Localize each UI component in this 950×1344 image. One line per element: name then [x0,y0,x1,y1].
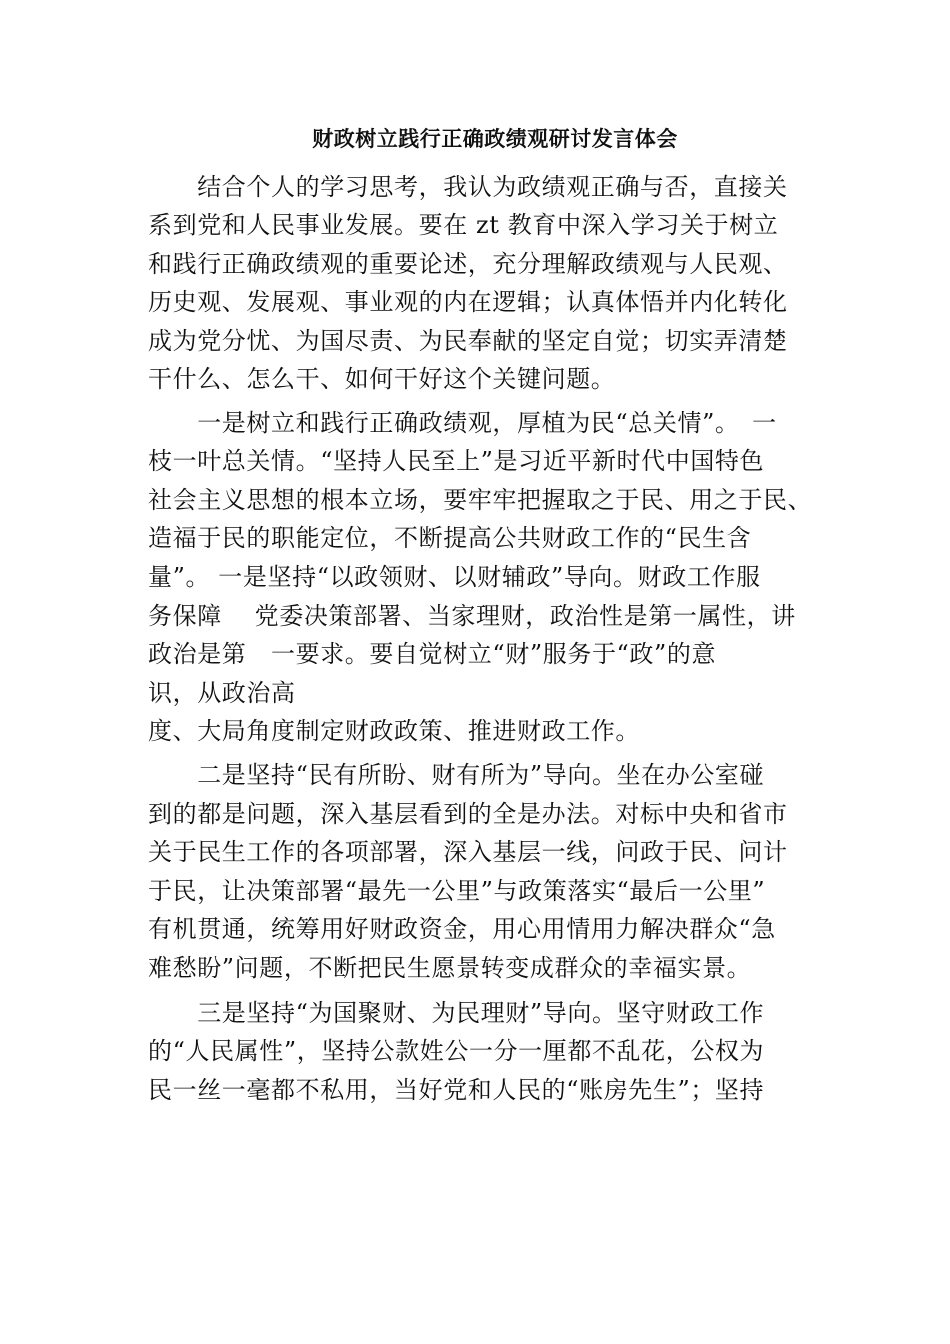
document-title: 财政树立践行正确政绩观研讨发言体会 [312,126,678,151]
paragraph-line: 度、大局角度制定财政政策、推进财政工作。 [148,717,640,745]
paragraph-line: 干什么、怎么干、如何干好这个关键问题。 [148,365,616,393]
paragraph-line: 难愁盼”问题，不断把民生愿景转变成群众的幸福实景。 [148,954,752,982]
paragraph-line: 三是坚持“为国聚财、为民理财”导向。坚守财政工作 [148,999,765,1027]
paragraph-line: 造福于民的职能定位，不断提高公共财政工作的“民生含 [148,524,752,552]
paragraph-line: 量”。 一是坚持“以政领财、以财辅政”导向。财政工作服 [148,563,761,591]
paragraph-line: 的“人民属性”，坚持公款姓公一分一厘都不乱花，公权为 [148,1037,765,1065]
paragraph-line: 关于民生工作的各项部署，深入基层一线，问政于民、问计 [148,838,788,866]
paragraph-line: 务保障 党委决策部署、当家理财，政治性是第一属性，讲 [148,602,796,630]
paragraph-line: 社会主义思想的根本立场，要牢牢把握取之于民、用之于民、 [148,486,813,514]
paragraph-line: 政治是第 一要求。要自觉树立“财”服务于“政”的意 [148,640,717,668]
paragraph-line: 有机贯通，统筹用好财政资金，用心用情用力解决群众“急 [148,915,776,943]
paragraph-line: 枝一叶总关情。“坚持人民至上”是习近平新时代中国特色 [148,447,765,475]
paragraph-line: 识，从政治高 [148,679,296,707]
paragraph-line: 历史观、发展观、事业观的内在逻辑；认真体悟并内化转化 [148,288,788,316]
paragraph-line: 成为党分忧、为国尽责、为民奉献的坚定自觉；切实弄清楚 [148,327,788,355]
paragraph-line: 系到党和人民事业发展。要在 zt 教育中深入学习关于树立 [148,211,779,239]
paragraph-line: 民一丝一毫都不私用，当好党和人民的“账房先生”；坚持 [148,1076,765,1104]
paragraph-line: 和践行正确政绩观的重要论述，充分理解政绩观与人民观、 [148,250,788,278]
paragraph-line: 到的都是问题，深入基层看到的全是办法。对标中央和省市 [148,800,788,828]
paragraph-line: 一是树立和践行正确政绩观，厚植为民“总关情”。 一 [148,409,777,437]
paragraph-line: 二是坚持“民有所盼、财有所为”导向。坐在办公室碰 [148,761,765,789]
paragraph-line: 于民，让决策部署“最先一公里”与政策落实“最后一公里” [148,877,766,905]
paragraph-line: 结合个人的学习思考，我认为政绩观正确与否，直接关 [148,173,788,201]
